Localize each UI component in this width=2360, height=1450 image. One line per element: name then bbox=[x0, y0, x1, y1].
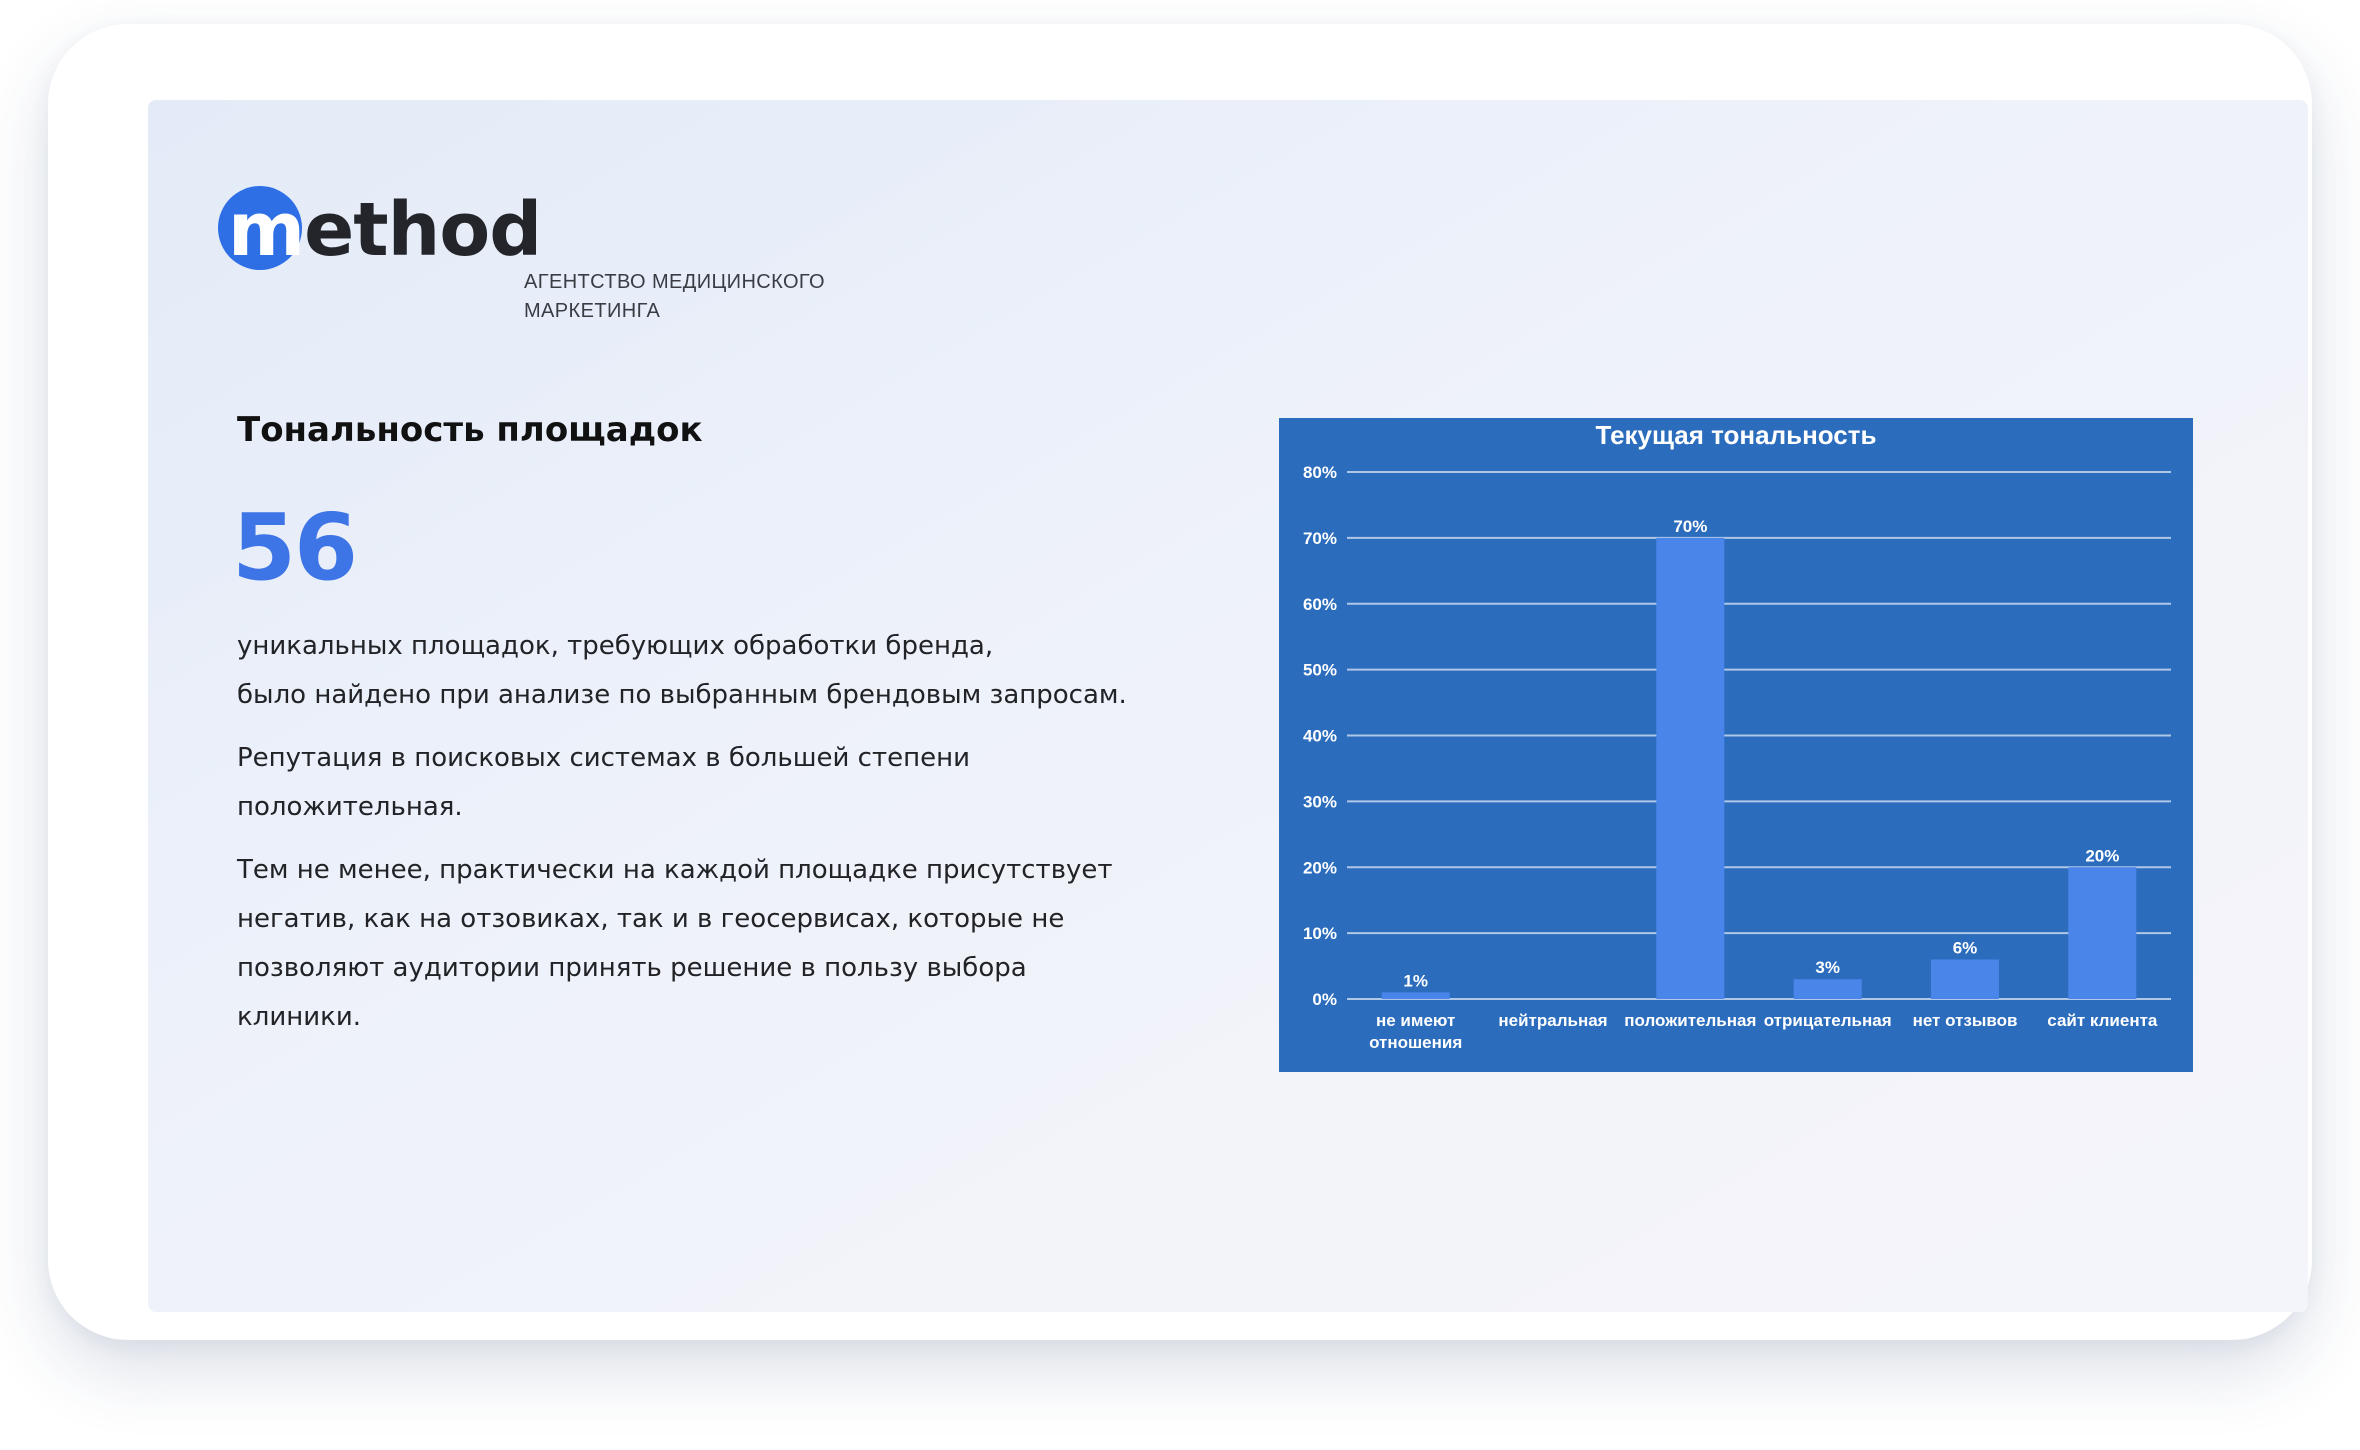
page-title: Тональность площадок bbox=[237, 410, 703, 450]
y-tick-label: 20% bbox=[1302, 858, 1337, 878]
paragraph-line: Тем не менее, практически на каждой площадке присутствует bbox=[237, 855, 1113, 885]
paragraph-line: было найдено при анализе по выбранным брендовым запросам. bbox=[237, 680, 1127, 710]
paragraph-3 bbox=[237, 846, 1237, 1042]
x-tick-label: нет отзывов bbox=[1912, 1011, 2018, 1030]
x-tick-label: отношения bbox=[1369, 1033, 1463, 1052]
x-tick-label: положительная bbox=[1624, 1011, 1757, 1030]
x-tick-label: не имеют bbox=[1375, 1011, 1456, 1030]
tonality-chart bbox=[1279, 418, 2193, 1072]
y-tick-label: 30% bbox=[1302, 792, 1337, 812]
bar bbox=[2068, 867, 2136, 999]
bar-value-label: 20% bbox=[2085, 846, 2120, 866]
y-tick-label: 80% bbox=[1302, 463, 1337, 482]
bar bbox=[1931, 959, 1999, 999]
paragraph-line: негатив, как на отзовиках, так и в геосервисах, которые не bbox=[237, 904, 1065, 934]
y-tick-label: 40% bbox=[1302, 726, 1337, 746]
paragraph-2 bbox=[237, 734, 1237, 832]
slide-card bbox=[48, 24, 2312, 1340]
bar-value-label: 70% bbox=[1673, 516, 1708, 536]
bar-value-label: 1% bbox=[1403, 971, 1428, 991]
x-tick-label: нейтральная bbox=[1498, 1011, 1608, 1030]
paragraph-line: положительная. bbox=[237, 792, 463, 822]
paragraph-line: уникальных площадок, требующих обработки бренда, bbox=[237, 631, 994, 661]
bar bbox=[1382, 992, 1450, 999]
paragraph-line: Репутация в поисковых системах в большей степени bbox=[237, 743, 971, 773]
paragraph-1 bbox=[237, 622, 1237, 720]
chart-svg bbox=[1279, 418, 2193, 1072]
chart-title: Текущая тональность bbox=[1595, 420, 1877, 450]
logo bbox=[218, 180, 918, 322]
bar bbox=[1794, 979, 1862, 999]
y-tick-label: 10% bbox=[1302, 924, 1337, 944]
x-tick-label: сайт клиента bbox=[2047, 1011, 2158, 1030]
x-tick-label: отрицательная bbox=[1763, 1011, 1892, 1030]
big-number: 56 bbox=[232, 494, 357, 601]
y-tick-label: 50% bbox=[1302, 660, 1337, 680]
paragraph-line: позволяют аудитории принять решение в пользу выбора bbox=[237, 953, 1027, 983]
bar-value-label: 3% bbox=[1815, 958, 1840, 978]
slide bbox=[148, 100, 2308, 1312]
bar-value-label: 6% bbox=[1952, 938, 1978, 958]
y-tick-label: 0% bbox=[1312, 990, 1337, 1009]
bar bbox=[1656, 538, 1724, 999]
tagline-line: МАРКЕТИНГА bbox=[524, 300, 661, 322]
y-tick-label: 60% bbox=[1302, 594, 1337, 614]
logo-tagline bbox=[524, 268, 884, 326]
tagline-line: АГЕНТСТВО МЕДИЦИНСКОГО bbox=[524, 271, 825, 293]
logo-wordmark: method bbox=[228, 187, 542, 273]
paragraph-line: клиники. bbox=[237, 1002, 361, 1032]
y-tick-label: 70% bbox=[1302, 528, 1337, 548]
